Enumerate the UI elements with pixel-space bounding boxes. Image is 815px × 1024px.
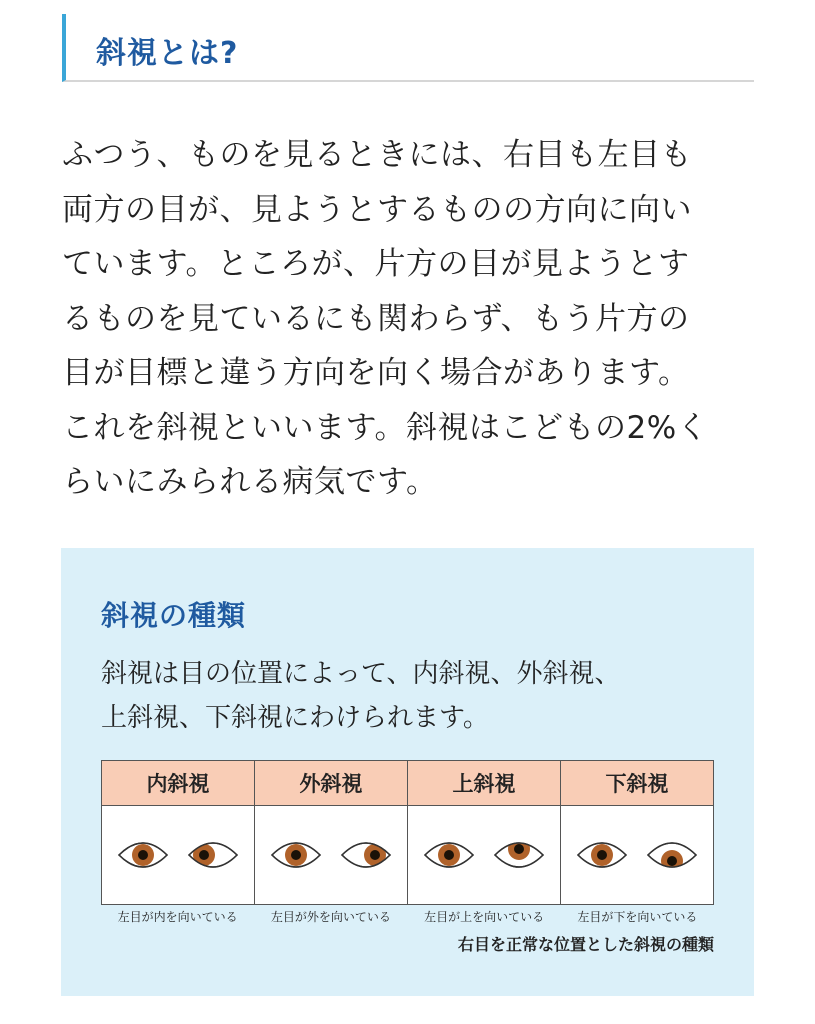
intro-line: らいにみられる病気です。 (62, 464, 438, 500)
type-caption: 左目が上を向いている (424, 910, 545, 924)
type-header-esotropia: 内斜視 (102, 761, 255, 806)
type-caption: 左目が内を向いている (117, 910, 238, 924)
left-eye-icon (495, 838, 543, 867)
right-eye-icon (578, 843, 626, 867)
types-eyes-row (102, 806, 714, 905)
pupil (667, 856, 677, 866)
pupil (370, 850, 380, 860)
type-caption: 左目が外を向いている (270, 910, 391, 924)
pupil (199, 850, 209, 860)
page-title: 斜視とは? (96, 36, 239, 71)
intro-paragraph (62, 128, 752, 510)
right-eye-icon (119, 843, 167, 867)
section-heading (62, 14, 754, 82)
intro-line: 目が目標と違う方向を向く場合があります。 (62, 355, 690, 391)
eyes-cell (102, 806, 255, 905)
intro-line: るものを見ているにも関わらず、もう片方の (62, 300, 690, 337)
type-captions (101, 908, 714, 925)
intro-line: ふつう、ものを見るときには、右目も左目も (62, 137, 692, 173)
pupil (597, 850, 607, 860)
type-header-exotropia: 外斜視 (255, 761, 408, 806)
intro-line: 両方の目が、見ようとするものの方向に向い (62, 191, 692, 228)
right-eye-icon (272, 843, 320, 867)
type-header-hypertropia: 上斜視 (408, 761, 561, 806)
type-caption: 左目が下を向いている (577, 910, 698, 924)
types-header-row (102, 761, 714, 806)
pupil (514, 844, 524, 854)
right-eye-icon (425, 843, 473, 867)
strabismus-types-box (61, 548, 754, 996)
eyes-cell (255, 806, 408, 905)
left-eye-icon (648, 843, 696, 872)
description-line: 斜視は目の位置によって、内斜視、外斜視、 (101, 659, 621, 689)
left-eye-icon (342, 843, 390, 867)
intro-line: ています。ところが、片方の目が見ようとす (62, 246, 690, 282)
pupil (444, 850, 454, 860)
eyes-cell (561, 806, 714, 905)
type-header-hypotropia: 下斜視 (561, 761, 714, 806)
eyes-cell (408, 806, 561, 905)
pupil (138, 850, 148, 860)
types-table (101, 760, 714, 905)
types-description (101, 652, 620, 740)
types-title: 斜視の種類 (101, 599, 247, 632)
eyes-illustration (113, 835, 243, 875)
intro-line: これを斜視といいます。斜視はこどもの2%く (62, 409, 709, 446)
eyes-illustration (572, 835, 702, 875)
types-footnote: 右目を正常な位置とした斜視の種類 (457, 935, 714, 954)
eyes-illustration (419, 835, 549, 875)
left-eye-icon (189, 843, 237, 867)
pupil (291, 850, 301, 860)
eyes-illustration (266, 835, 396, 875)
description-line: 上斜視、下斜視にわけられます。 (101, 703, 489, 733)
